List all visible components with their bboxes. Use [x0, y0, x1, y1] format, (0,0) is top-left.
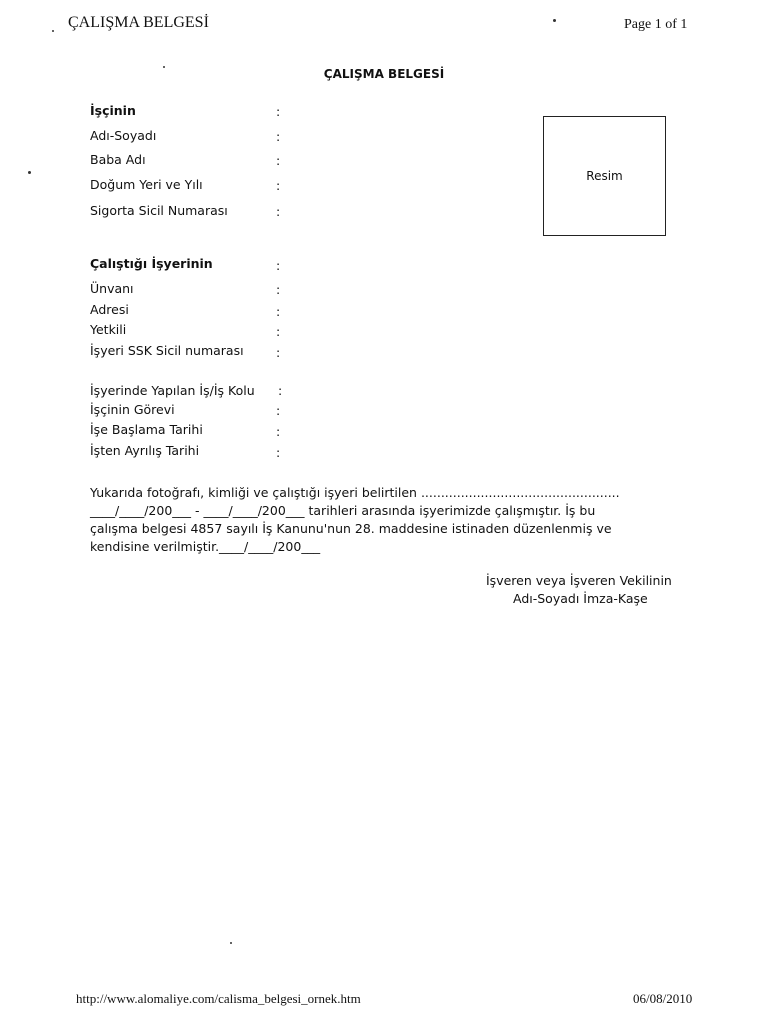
- scan-speck: [52, 30, 54, 32]
- field-worker-duty: İşçinin Görevi: [90, 402, 175, 417]
- field-colon: :: [276, 403, 281, 418]
- field-colon: :: [276, 424, 281, 439]
- field-colon: :: [276, 204, 281, 219]
- footer-url: http://www.alomaliye.com/calisma_belgesi_ornek.htm: [76, 991, 361, 1006]
- signature-line-2: Adı-Soyadı İmza-Kaşe: [513, 591, 648, 606]
- scan-speck: [163, 66, 165, 68]
- paragraph-line-1: Yukarıda fotoğrafı, kimliği ve çalıştığı işyeri belirtilen ..................................................: [90, 485, 620, 500]
- field-colon: :: [278, 383, 283, 398]
- field-father-name: Baba Adı: [90, 152, 146, 167]
- field-ssk-number: İşyeri SSK Sicil numarası: [90, 343, 244, 358]
- field-colon: :: [276, 178, 281, 193]
- field-colon: :: [276, 282, 281, 297]
- document-title: ÇALIŞMA BELGESİ: [323, 67, 445, 81]
- scan-speck: [230, 942, 232, 944]
- field-birth-place-year: Doğum Yeri ve Yılı: [90, 177, 203, 192]
- worker-heading: İşçinin: [90, 103, 136, 118]
- field-start-date: İşe Başlama Tarihi: [90, 422, 203, 437]
- paragraph-line-2: ____/____/200___ - ____/____/200___ tarihleri arasında işyerimizde çalışmıştır. İş bu: [90, 503, 596, 518]
- worker-heading-colon: :: [276, 104, 281, 119]
- footer-date: 06/08/2010: [633, 991, 693, 1006]
- field-colon: :: [276, 129, 281, 144]
- field-address: Adresi: [90, 302, 129, 317]
- scan-speck: [28, 171, 31, 174]
- field-company-title: Ünvanı: [90, 281, 134, 296]
- photo-label: Resim: [586, 169, 623, 183]
- paragraph-line-4: kendisine verilmiştir.____/____/200___: [90, 539, 321, 554]
- field-work-branch: İşyerinde Yapılan İş/İş Kolu: [90, 383, 255, 398]
- header-title: ÇALIŞMA BELGESİ: [68, 14, 209, 31]
- field-colon: :: [276, 445, 281, 460]
- field-colon: :: [276, 153, 281, 168]
- field-insurance-number: Sigorta Sicil Numarası: [90, 203, 228, 218]
- field-colon: :: [276, 324, 281, 339]
- field-leave-date: İşten Ayrılış Tarihi: [90, 443, 200, 458]
- header-page-number: Page 1 of 1: [624, 17, 688, 32]
- field-authorized: Yetkili: [90, 322, 127, 337]
- paragraph-line-3: çalışma belgesi 4857 sayılı İş Kanunu'nun 28. maddesine istinaden düzenlenmiş ve: [90, 521, 612, 536]
- field-colon: :: [276, 345, 281, 360]
- employer-heading-colon: :: [276, 258, 281, 273]
- scan-speck: [553, 19, 556, 22]
- employer-heading: Çalıştığı İşyerinin: [90, 256, 213, 271]
- photo-box: [543, 116, 666, 236]
- field-colon: :: [276, 304, 281, 319]
- signature-line-1: İşveren veya İşveren Vekilinin: [486, 573, 672, 588]
- field-name-surname: Adı-Soyadı: [90, 128, 157, 143]
